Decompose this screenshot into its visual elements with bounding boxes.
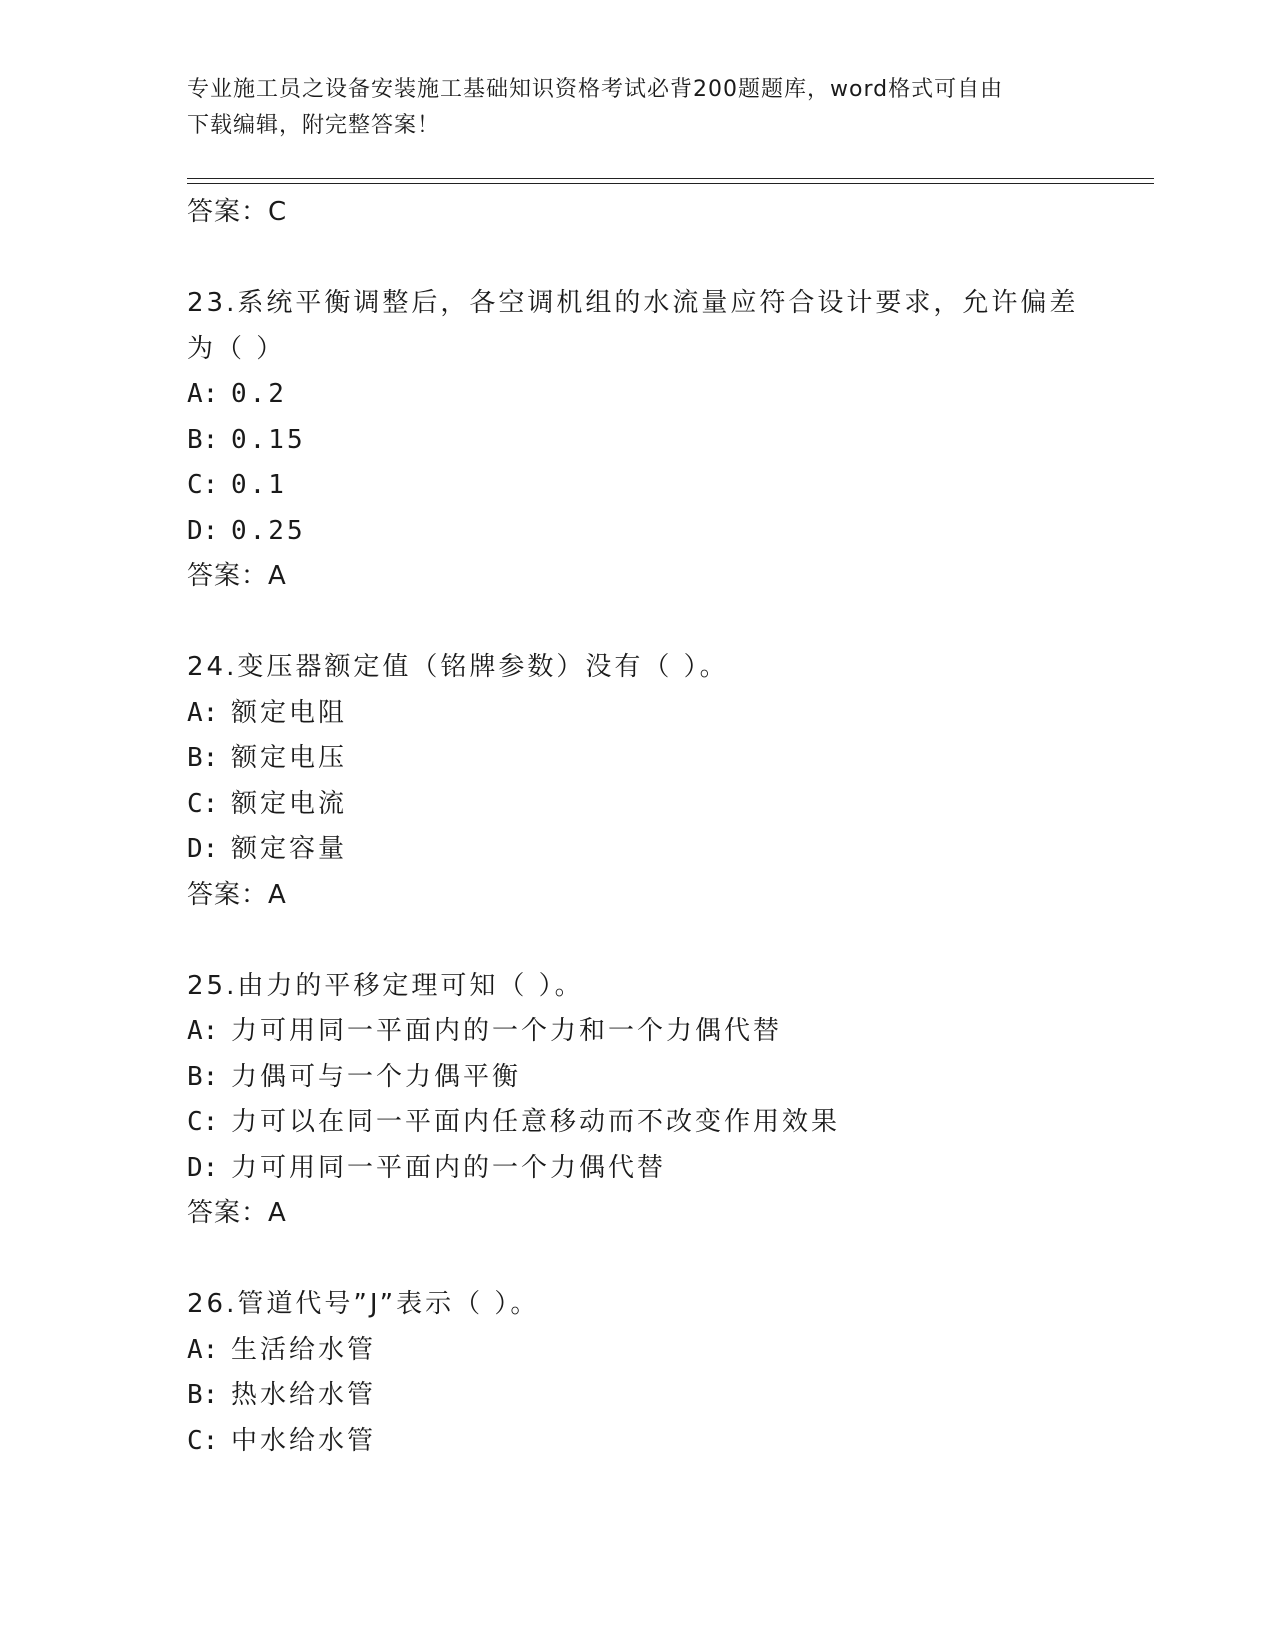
option-c (187, 1419, 1147, 1465)
option-key: B: (187, 743, 219, 773)
answer: 答案：A (187, 561, 287, 591)
option-b (187, 736, 1147, 782)
option-text: 0.15 (231, 424, 306, 455)
header-line-1: 专业施工员之设备安装施工基础知识资格考试必背200题题库，word格式可自由 (187, 77, 1004, 102)
option-text: 力可用同一平面内的一个力和一个力偶代替 (231, 1016, 783, 1046)
option-b (187, 1055, 1147, 1101)
previous-answer: 答案：C (187, 197, 288, 227)
question-stem: 24.变压器额定值（铭牌参数）没有（ ）。 (187, 652, 729, 682)
question-23 (187, 281, 1147, 600)
question-list (187, 190, 1147, 1464)
question-24 (187, 645, 1147, 918)
option-text: 0.2 (231, 379, 287, 409)
spacer (187, 1237, 1147, 1283)
option-key: C: (187, 1425, 219, 1456)
option-text: 额定电流 (231, 788, 348, 819)
header-divider-top (187, 178, 1154, 179)
option-key: B: (187, 1061, 219, 1092)
option-a (187, 372, 1147, 418)
spacer (187, 236, 1147, 282)
option-key: D: (187, 1152, 219, 1183)
option-text: 0.25 (231, 515, 306, 546)
question-stem: 26.管道代号”J”表示（ ）。 (187, 1289, 540, 1319)
option-c (187, 1100, 1147, 1146)
option-text: 中水给水管 (231, 1425, 377, 1456)
option-d (187, 1146, 1147, 1192)
option-key: A: (187, 1334, 219, 1365)
option-text: 0.1 (231, 470, 287, 500)
option-text: 额定电压 (231, 743, 348, 773)
option-key: A: (187, 379, 219, 409)
header-line-2: 下载编辑，附完整答案！ (187, 113, 441, 138)
option-key: C: (187, 1107, 219, 1137)
option-text: 力可用同一平面内的一个力偶代替 (231, 1152, 667, 1183)
answer: 答案：A (187, 1198, 287, 1228)
option-text: 额定容量 (231, 834, 348, 864)
option-b (187, 418, 1147, 464)
question-stem-continued: 为（ ） (187, 333, 286, 364)
spacer (187, 918, 1147, 964)
option-b (187, 1373, 1147, 1419)
option-key: B: (187, 424, 219, 455)
option-a (187, 1009, 1147, 1055)
option-text: 额定电阻 (231, 697, 348, 728)
question-stem: 23.系统平衡调整后，各空调机组的水流量应符合设计要求，允许偏差 (187, 288, 1079, 318)
option-key: D: (187, 834, 219, 864)
option-c (187, 782, 1147, 828)
option-key: B: (187, 1380, 219, 1410)
document-header (187, 72, 1067, 144)
header-divider-bottom (187, 183, 1154, 184)
option-a (187, 691, 1147, 737)
option-key: D: (187, 515, 219, 546)
answer: 答案：A (187, 879, 287, 910)
option-a (187, 1328, 1147, 1374)
spacer (187, 600, 1147, 646)
option-d (187, 509, 1147, 555)
question-26 (187, 1282, 1147, 1464)
option-text: 力偶可与一个力偶平衡 (231, 1061, 522, 1092)
option-text: 热水给水管 (231, 1380, 377, 1410)
option-key: A: (187, 1016, 219, 1046)
option-c (187, 463, 1147, 509)
option-d (187, 827, 1147, 873)
option-text: 力可以在同一平面内任意移动而不改变作用效果 (231, 1107, 841, 1137)
option-key: C: (187, 788, 219, 819)
question-stem: 25.由力的平移定理可知（ ）。 (187, 970, 584, 1001)
option-text: 生活给水管 (231, 1334, 377, 1365)
option-key: C: (187, 470, 219, 500)
option-key: A: (187, 697, 219, 728)
question-25 (187, 964, 1147, 1237)
